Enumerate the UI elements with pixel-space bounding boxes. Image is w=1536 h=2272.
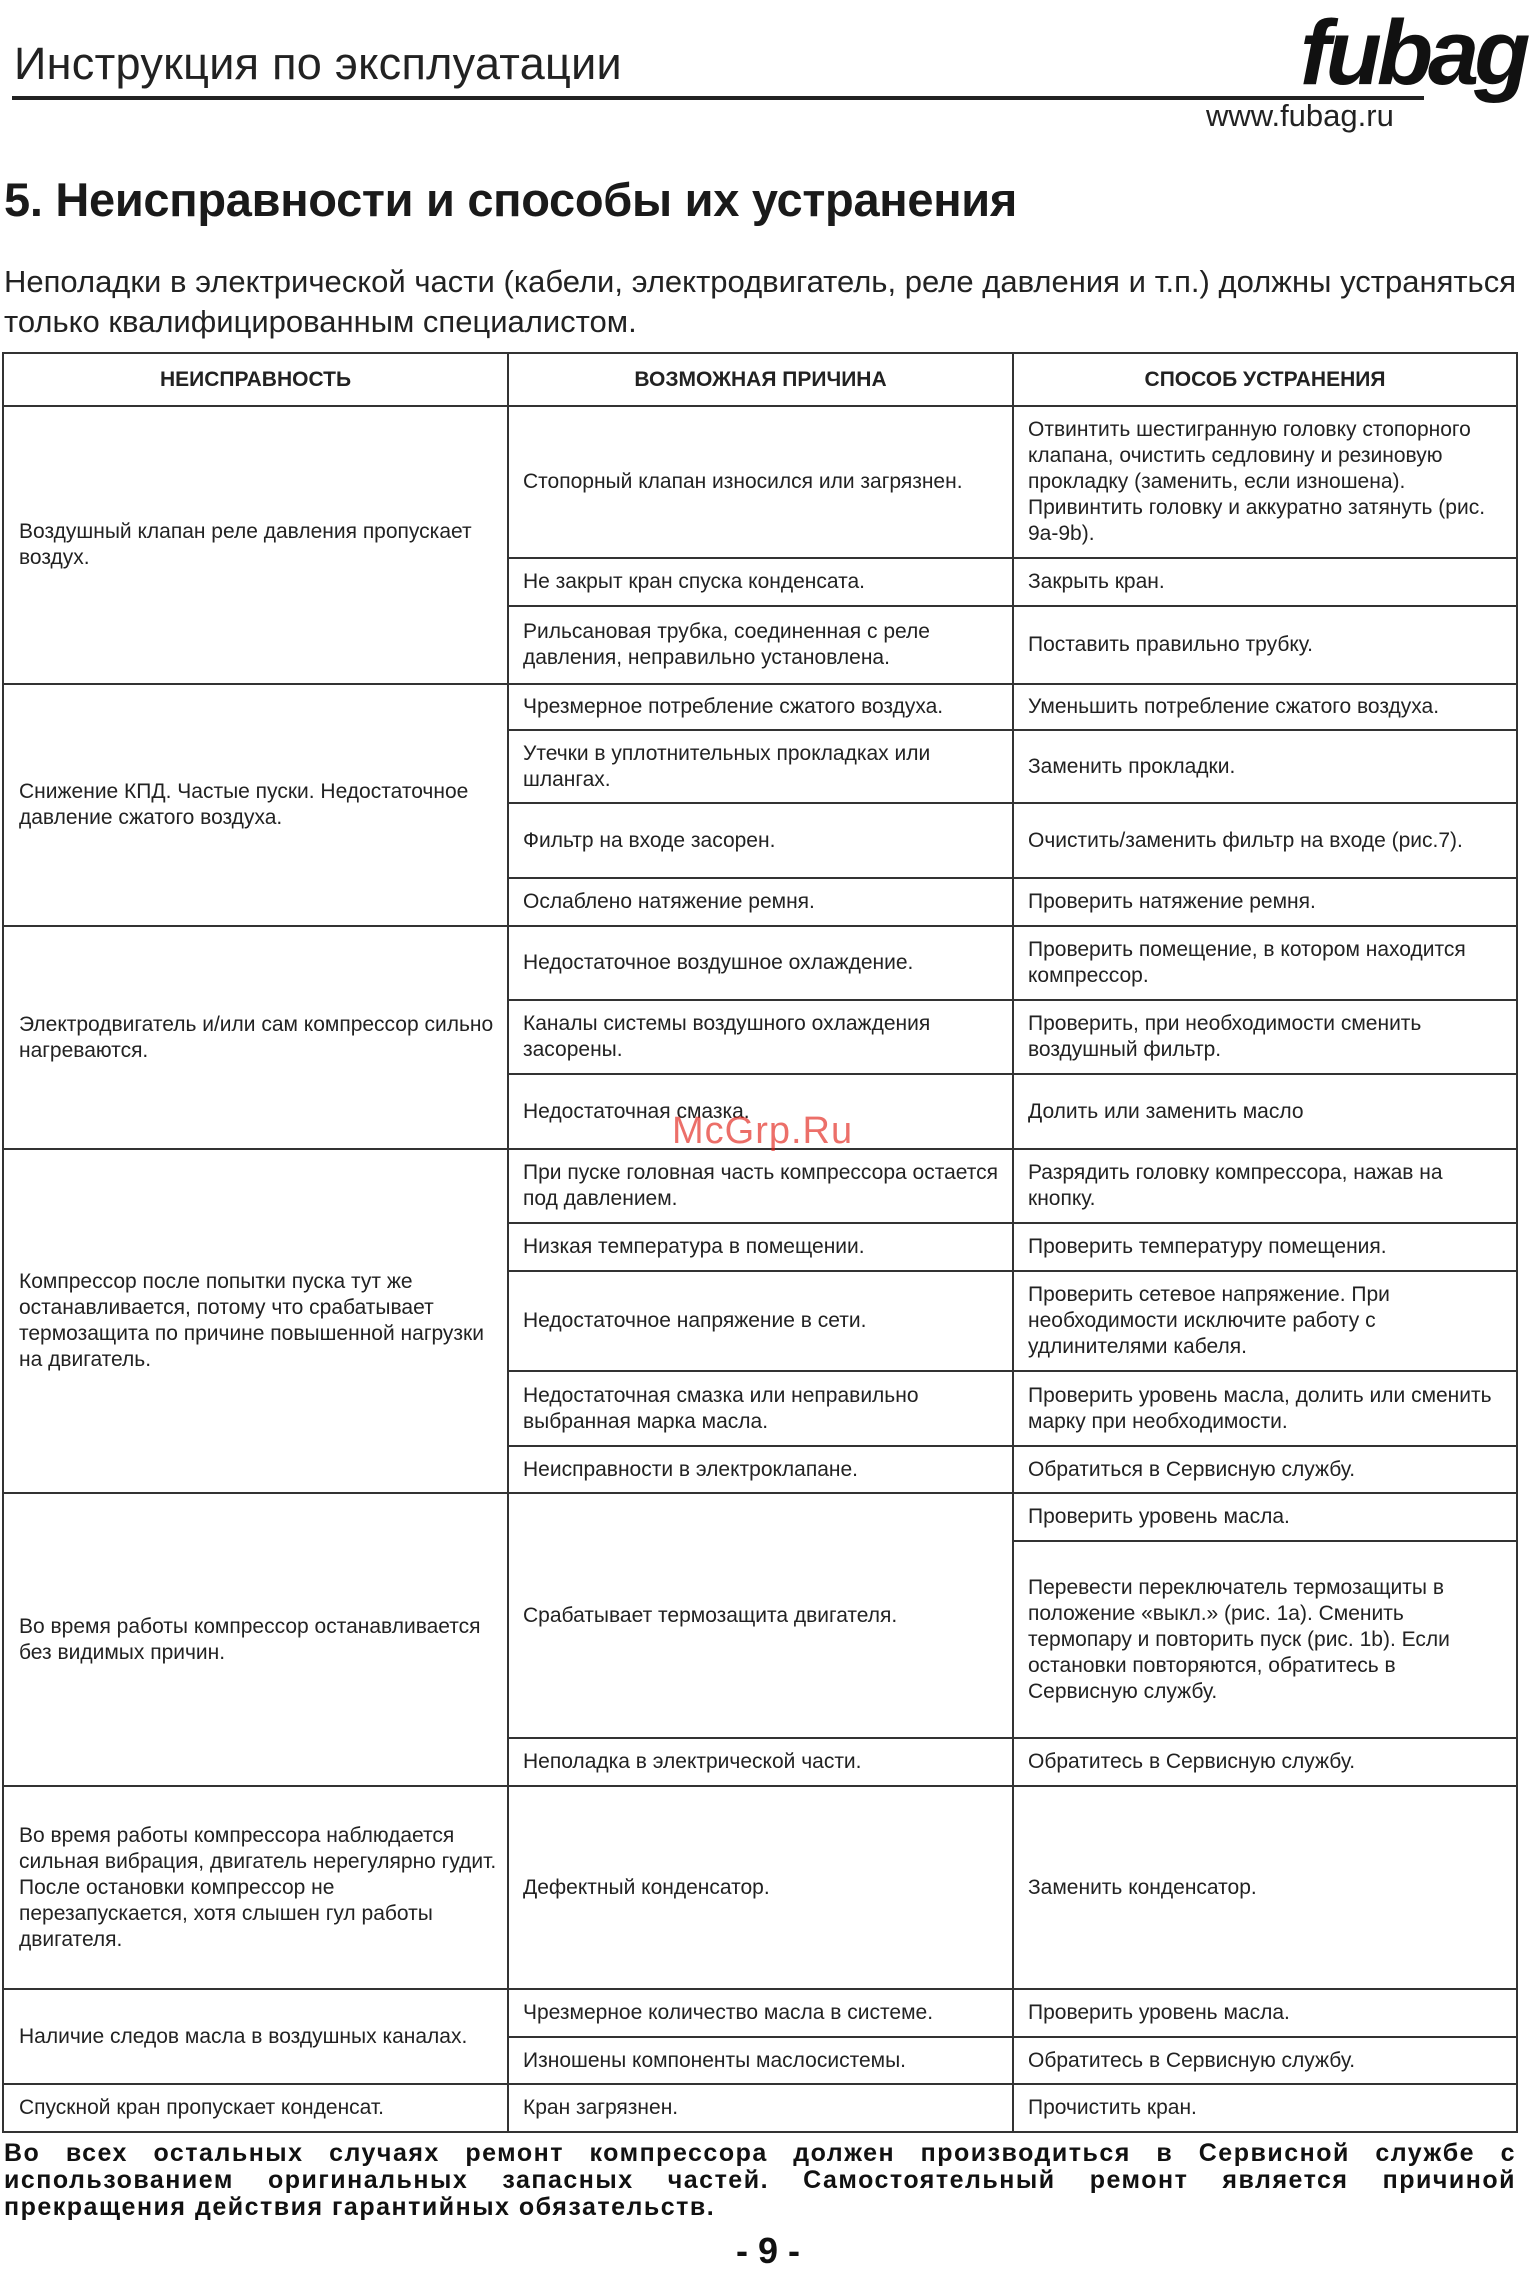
- cause-cell: Чрезмерное потребление сжатого воздуха.: [508, 684, 1013, 730]
- fault-cell: Компрессор после попытки пуска тут же останавливается, потому что срабатывает термозащита по причине повышенной нагрузки на двигатель.: [3, 1149, 508, 1493]
- troubleshooting-table: [2, 352, 1518, 2133]
- cause-cell: Каналы системы воздушного охлаждения засорены.: [508, 1000, 1013, 1074]
- cause-cell: Недостаточная смазка или неправильно выбранная марка масла.: [508, 1371, 1013, 1446]
- fix-cell: Разрядить головку компрессора, нажав на кнопку.: [1013, 1149, 1517, 1223]
- cause-cell: Фильтр на входе засорен.: [508, 803, 1013, 878]
- cause-cell: Недостаточная смазка.: [508, 1074, 1013, 1149]
- fix-cell: Обратитесь в Сервисную службу.: [1013, 1738, 1517, 1786]
- footer-warranty-note: Во всех остальных случаях ремонт компрессора должен производиться в Сервисной службе с использованием оригинальных запасных частей. Самостоятельный ремонт является причиной прекращения действия гарантийных обязательств.: [4, 2139, 1516, 2221]
- fix-cell: Проверить помещение, в котором находится компрессор.: [1013, 926, 1517, 1000]
- cause-cell: Рильсановая трубка, соединенная с реле давления, неправильно установлена.: [508, 606, 1013, 684]
- fix-cell: Проверить уровень масла, долить или сменить марку при необходимости.: [1013, 1371, 1517, 1446]
- fix-cell: Проверить уровень масла.: [1013, 1989, 1517, 2037]
- fix-cell: Прочистить кран.: [1013, 2084, 1517, 2132]
- table-header-row: [3, 353, 1517, 406]
- fix-cell: Проверить сетевое напряжение. При необходимости исключите работу с удлинителями кабеля.: [1013, 1271, 1517, 1371]
- fault-cell: Воздушный клапан реле давления пропускает воздух.: [3, 406, 508, 684]
- cause-cell: Срабатывает термозащита двигателя.: [508, 1493, 1013, 1738]
- fault-cell: Во время работы компрессор останавливается без видимых причин.: [3, 1493, 508, 1786]
- fix-cell: Перевести переключатель термозащиты в положение «выкл.» (рис. 1a). Сменить термопару и повторить пуск (рис. 1b). Если остановки повторяются, обратитесь в Сервисную службу.: [1013, 1541, 1517, 1738]
- troubleshooting-table-wrap: [2, 352, 1516, 2133]
- table-row: [3, 1149, 1517, 1223]
- cause-cell: Недостаточное воздушное охлаждение.: [508, 926, 1013, 1000]
- table-row: [3, 1786, 1517, 1989]
- document-header-title: Инструкция по эксплуатации: [14, 38, 622, 89]
- cause-cell: Ослаблено натяжение ремня.: [508, 878, 1013, 926]
- fubag-logo: [1296, 0, 1536, 112]
- cause-cell: Изношены компоненты маслосистемы.: [508, 2037, 1013, 2084]
- fix-cell: Обратитесь в Сервисную службу.: [1013, 2037, 1517, 2084]
- watermark: McGrp.Ru: [672, 1110, 854, 1152]
- cause-cell: Кран загрязнен.: [508, 2084, 1013, 2132]
- fault-cell: Электродвигатель и/или сам компрессор сильно нагреваются.: [3, 926, 508, 1149]
- logo-wordmark: fubag: [1300, 2, 1526, 104]
- cause-cell: Низкая температура в помещении.: [508, 1223, 1013, 1271]
- fix-cell: Проверить уровень масла.: [1013, 1493, 1517, 1541]
- fix-cell: Заменить конденсатор.: [1013, 1786, 1517, 1989]
- cause-cell: Не закрыт кран спуска конденсата.: [508, 558, 1013, 606]
- cause-cell: Неисправности в электроклапане.: [508, 1446, 1013, 1493]
- fault-cell: Во время работы компрессора наблюдается сильная вибрация, двигатель нерегулярно гудит. После остановки компрессор не перезапускается, хотя слышен гул работы двигателя.: [3, 1786, 508, 1989]
- cause-cell: Чрезмерное количество масла в системе.: [508, 1989, 1013, 2037]
- fix-cell: Закрыть кран.: [1013, 558, 1517, 606]
- fault-cell: Снижение КПД. Частые пуски. Недостаточное давление сжатого воздуха.: [3, 684, 508, 926]
- cause-cell: Утечки в уплотнительных прокладках или шлангах.: [508, 730, 1013, 803]
- cause-cell: Стопорный клапан износился или загрязнен.: [508, 406, 1013, 558]
- table-row: [3, 684, 1517, 730]
- fix-cell: Проверить натяжение ремня.: [1013, 878, 1517, 926]
- table-row: [3, 1493, 1517, 1541]
- fix-cell: Уменьшить потребление сжатого воздуха.: [1013, 684, 1517, 730]
- fix-cell: Обратиться в Сервисную службу.: [1013, 1446, 1517, 1493]
- header-fault: НЕИСПРАВНОСТЬ: [3, 353, 508, 406]
- fault-cell: Спускной кран пропускает конденсат.: [3, 2084, 508, 2132]
- fix-cell: Очистить/заменить фильтр на входе (рис.7).: [1013, 803, 1517, 878]
- table-row: [3, 1989, 1517, 2037]
- fix-cell: Поставить правильно трубку.: [1013, 606, 1517, 684]
- cause-cell: Дефектный конденсатор.: [508, 1786, 1013, 1989]
- table-row: [3, 406, 1517, 558]
- fix-cell: Проверить температуру помещения.: [1013, 1223, 1517, 1271]
- fix-cell: Проверить, при необходимости сменить воздушный фильтр.: [1013, 1000, 1517, 1074]
- header-fix: СПОСОБ УСТРАНЕНИЯ: [1013, 353, 1517, 406]
- fix-cell: Отвинтить шестигранную головку стопорного клапана, очистить седловину и резиновую прокладку (заменить, если изношена). Привинтить головку и аккуратно затянуть (рис. 9a-9b).: [1013, 406, 1517, 558]
- cause-cell: Неполадка в электрической части.: [508, 1738, 1013, 1786]
- cause-cell: Недостаточное напряжение в сети.: [508, 1271, 1013, 1371]
- fix-cell: Заменить прокладки.: [1013, 730, 1517, 803]
- section-title: 5. Неисправности и способы их устранения: [4, 173, 1018, 226]
- table-row: [3, 2084, 1517, 2132]
- fault-cell: Наличие следов масла в воздушных каналах.: [3, 1989, 508, 2084]
- site-url[interactable]: www.fubag.ru: [1206, 98, 1394, 133]
- header-cause: ВОЗМОЖНАЯ ПРИЧИНА: [508, 353, 1013, 406]
- fix-cell: Долить или заменить масло: [1013, 1074, 1517, 1149]
- page-number: - 9 -: [735, 2230, 800, 2271]
- intro-paragraph: Неполадки в электрической части (кабели, электродвигатель, реле давления и т.п.) должны устраняться только квалифицированным специалистом.: [4, 264, 1516, 339]
- table-row: [3, 926, 1517, 1000]
- cause-cell: При пуске головная часть компрессора остается под давлением.: [508, 1149, 1013, 1223]
